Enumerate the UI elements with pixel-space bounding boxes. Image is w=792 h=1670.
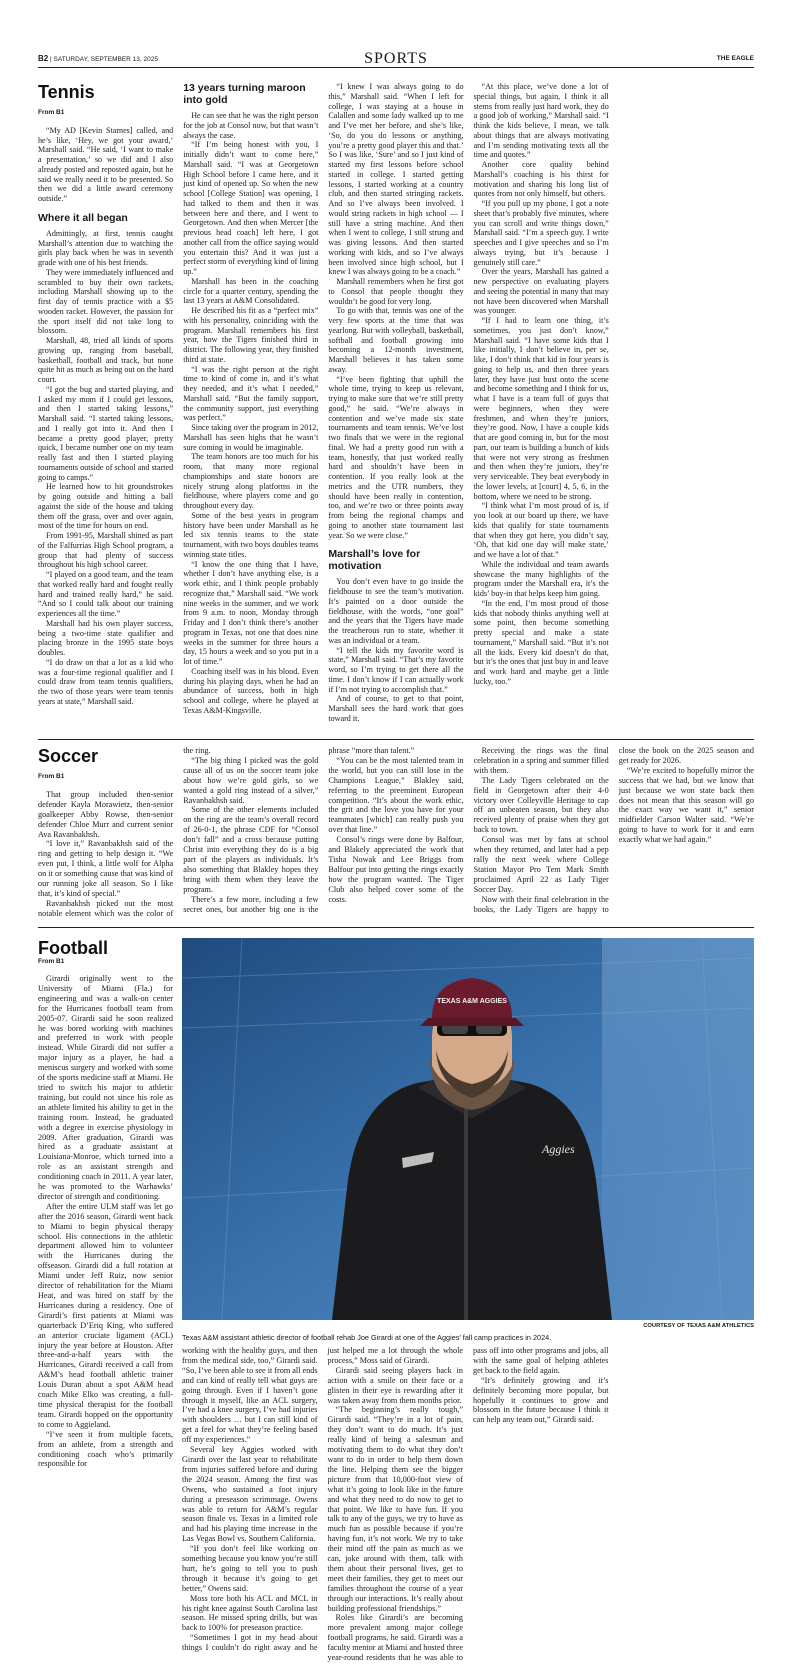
page-number: B2 <box>38 54 49 63</box>
paragraph: Marshall has been in the coaching circle for a quarter century, spending the last 13 years at A&M Consolidated. <box>183 276 319 306</box>
paragraph: “It’s definitely growing and it’s definitely becoming more popular, but hopefully it continues to grow and blossom in the future because I think it can help any team out,” Girardi said. <box>473 1375 609 1425</box>
soccer-jump: From B1 <box>38 773 65 780</box>
paragraph: Receiving the rings was the final celebration in a spring and summer filled with them. <box>473 746 609 775</box>
paragraph: And of course, to get to that point, Marshall sees the hard work that goes toward it. <box>328 694 464 723</box>
paragraph: “We’re excited to hopefully mirror the success that we had, but we know that just because we won state back then does not mean that this season will go the exact way we want it,” senior midfielder Carson Walter said. “We’re going to have to work for it and earn exactly what we had again.” <box>618 765 754 845</box>
jacket-text: Aggies <box>542 1142 575 1156</box>
football-article <box>38 938 754 1663</box>
paper-name: THE EAGLE <box>716 55 754 62</box>
paragraph: Now with their final celebration in the books, the Lady Tigers are happy to close the book on the 2025 season and get ready for 2026. <box>473 746 754 914</box>
paragraph: From 1991-95, Marshall shined as part of the Falfurrias High School program, a group that had plenty of success throughout his high school career. <box>38 531 174 570</box>
paragraph: He described his fit as a “perfect mix” with his personality, coinciding with the program. Marshall remembers his first year, how the Tigers finished third in district. The following year, they finished third at state. <box>183 306 319 364</box>
paragraph: “I do draw on that a lot as a kid who was a four-time regional qualifier and I could draw from team tennis qualifiers, the two of those years were team tennis years at state,” Marshall said. <box>38 657 174 706</box>
soccer-article <box>38 746 754 928</box>
paragraph: Some of the best years in program history have been under Marshall as he led six tennis teams to the state tournament, with two boys doubles teams winning state titles. <box>183 510 319 559</box>
paragraph: Consol was met by fans at school when they returned, and later had a pep rally the next week where College Station Mayor Pro Tem Mark Smith proclaimed April 22 as Lady Tiger Soccer Day. <box>473 835 609 894</box>
paragraph: Marshall, 48, tried all kinds of sports growing up, ranging from baseball, basketball, football and track, but none quite hit as much as being out on the hard court. <box>38 336 174 384</box>
paragraph: “I got the bug and started playing, and I asked my mom if I could get lessons, and then I started taking lessons,” Marshall said. “I started taking lessons, and I really got into it. And then I became a pretty good player, pretty quick, I became number one on my team really fast and then I started playing tournaments outside of school and started going to camps.” <box>38 384 174 482</box>
paragraph: “I know the one thing that I have, whether I don’t have anything else, is a work ethic, and I think people probably recognize that,” Marshall said. “We work nine weeks in the summer, and we work from 9 a.m. to noon, Monday through Friday and I don’t think there’s another program in Texas, not one that does nine weeks in the summer for three hours a day, 15 hours a week and so you put in a lot of time.” <box>183 559 319 666</box>
paragraph: “I was the right person at the right time to kind of come in, and it’s what they needed, and it’s what I needed,” Marshall said. “But the family support, the community support, just everything was perfect.” <box>183 364 319 423</box>
subhead: Where it all began <box>38 211 128 224</box>
paragraph: Admittingly, at first, tennis caught Marshall’s attention due to watching the girls play back when he was in seventh grade with one of his best friends. <box>38 228 174 267</box>
paragraph: Moss tore both his ACL and MCL in his right knee against South Carolina last season. He missed spring drills, but was back to 100% for preseason practice. <box>182 1593 318 1633</box>
paragraph: “I knew I was always going to do this,” Marshall said. “When I left for college, I was staying at a house in Calallen and some lady walked up to me and I’ve met her before, and she’s like, ‘So, do you do lessons or anything, you’re a pretty good player this and that.’ So I was like, ‘Sure’ and so I just kind of started my first lessons before school started in college. I started getting lessons, I started working at a country club, and then started stringing rackets. And so I’ve always been involved. I would string rackets in high school — I still have a string machine. And then when I went to college, I still strung and was giving lessons. And then started working with kids, and so I’ve always been involved since high school, but I knew I was always going to be a coach.” <box>328 82 464 277</box>
page-info: B2 | SATURDAY, SEPTEMBER 13, 2025 <box>38 54 158 63</box>
paragraph: “I think what I’m most proud of is, if you look at our board up there, we have kids that qualify for state tournaments that when they got here, you didn’t say, ‘Oh, that kid one day will make state,’ and we have a lot of that.” <box>473 501 609 559</box>
coach-photo <box>182 938 754 1320</box>
paragraph: Some of the other elements included on the ring are the team’s overall record of 26-0-1, the phrase CDF for “Consol don’t fall” and a cross because putting Christ into everything they do is a big part of the players as individuals. It’s also something that Blakley hopes they bring with them when they leave the program. <box>183 805 319 894</box>
section-name: SPORTS <box>364 50 428 67</box>
paragraph: “I love it,” Ravanbakhsh said of the ring and getting to help design it. “We even put, I think, a little wolf for Alpha on it or something cause that was kind of our running joke all season. So I like that, it’s kind of special.” <box>38 839 174 898</box>
paragraph: The team honors are too much for his room, that many more regional championships and state honors are nicely strung along platforms in the fieldhouse, where players come and go throughout every day. <box>183 452 319 510</box>
paragraph: Over the years, Marshall has gained a new perspective on evaluating players and seeing the potential in many that may not have been discovered when Marshall was younger. <box>473 267 609 316</box>
paragraph: “If I’m being honest with you, I initially didn’t want to come here,” Marshall said. “I was at Georgetown High School before I came here, and it just kind of opened up. So when the new school [College Station] was opening, I had talked to them and then it was between here and there, and I went to Georgetown. And then when Mercer [the previous head coach] left here, I got another call from the office saying would you entertain this? And it was just a perfect storm of everything kind of lining up.” <box>183 140 319 276</box>
paragraph: “I’ve been fighting that uphill the whole time, trying to keep us relevant, trying to make sure that we’re still pretty good,” he said. “We’re always in contention and we’ve made six state tournaments and team tennis. We’ve lost two finals that we were in the regional final. We had a pretty good run with a team, honestly, that just worked really hard and shouldn’t have been in contention. If you really look at the metrics and the UTR numbers, they should have been really in contention, too, and we’re two or three points away from being the regional champs and going to another state tournament last year. So we were close.” <box>328 374 464 540</box>
paragraph: Roles like Girardi’s are becoming more prevalent among major college football programs, he said. Girardi was a faculty mentor at Miami and hosted three year-round residents that he was able to pass off into other programs and jobs, all with the same goal of helping athletes get back to the field again. <box>327 1346 609 1663</box>
paragraph: That group included then-senior defender Kayla Morawietz, then-senior goalkeeper Abby Rowse, then-senior defender Chloe Murr and current senior Ava Ravanbakhsh. <box>38 789 174 839</box>
photo-caption: Texas A&M assistant athletic director of football rehab Joe Girardi at one of the Aggies’ fall camp practices in 2024. <box>182 1333 552 1342</box>
paragraph: He can see that he was the right person for the job at Consol now, but that wasn’t always the case. <box>183 111 319 140</box>
paragraph: There’s a few more, including a few secret ones, but another big one is the phrase “more than talent.” <box>183 746 415 914</box>
football-left-column <box>38 974 173 1469</box>
paragraph: You don’t even have to go inside the fieldhouse to see the team’s motivation. It’s painted on a door outside the fieldhouse, with the words, “one goal” and the years that the Tigers have made the treacherous run to state, whether it was an individual or a team. <box>328 577 464 645</box>
masthead <box>38 52 754 68</box>
paragraph: Girardi said seeing players back in action with a smile on their face or a glisten in their eye is rewarding after it was taken away from them months prior. <box>327 1365 463 1405</box>
subhead: 13 years turning maroon into gold <box>183 82 306 106</box>
paragraph: While the individual and team awards showcase the many highlights of the program under the Marshall era, it’s the kids’ buy-in that helps keep him going. <box>473 559 609 598</box>
paragraph: “I played on a good team, and the team that worked really hard and fought really hard and trained really hard,” he said. “And so I could talk about our training experiences all the time.” <box>38 570 174 618</box>
paragraph: Coaching itself was in his blood. Even during his playing days, when he had an abundance of success, both in high school and college, where he played at Texas A&M-Kingsville. <box>183 666 319 715</box>
photo-credit: COURTESY OF TEXAS A&M ATHLETICS <box>643 1323 754 1329</box>
paragraph: Ravanbakhsh picked out the most notable element which was the color of the ring. <box>38 746 211 918</box>
issue-date: SATURDAY, SEPTEMBER 13, 2025 <box>53 56 158 63</box>
soccer-title: Soccer <box>38 746 99 766</box>
tennis-body <box>38 82 754 730</box>
paragraph: They were immediately influenced and scrambled to buy their own rackets, including Marshall showing up to the first day of tennis practice with a $5 wooden racket. However, the passion for the sport itself did not take long to blossom. <box>38 267 174 336</box>
soccer-body <box>38 746 754 920</box>
paragraph: Marshall remembers when he first got to Consol that people thought they wouldn’t be good for very long. <box>328 277 464 306</box>
paragraph: “If I had to learn one thing, it’s sometimes, you just don’t know,” Marshall said. “I have some kids that I like initially, I don’t believe in, per se, like, I don’t think that kid in four years is going to help us, and then three years later, they have just bust onto the scene and become something and I think for us, what I have is a team full of guys that were beginners, when they were freshmen, and when they’re juniors, they’re good. Now, I have a couple kids that are good coming in, but for the most part, our team is building a bunch of kids that were not very strong as freshmen and then when they’re juniors, they’re very serviceable. They beat everybody in the lower levels, at [court] 4, 5, 6, in the bottom, where we need to be strong. <box>473 316 609 501</box>
paragraph: “My AD [Kevin Starnes] called, and he’s like, ‘Hey, we got your award,’ Marshall said. “He said, ‘I want to make a presentation,’ so we did and I also already posted and reposted again, but he said we really need it to be presented. So then we did a little award ceremony outside.” <box>38 125 174 203</box>
paragraph: Another core quality behind Marshall’s coaching is his thirst for motivation and sharing his long list of quotes from not only himself, but others. <box>473 160 609 199</box>
football-body <box>182 1346 754 1670</box>
paragraph: To go with that, tennis was one of the very few sports at the time that was yearlong. But with volleyball, basketball, softball and football growing into becoming a 12-month investment, Marshall believes it has taken some away. <box>328 306 464 374</box>
tennis-article <box>38 82 754 740</box>
paragraph: “The beginning’s really tough,” Girardi said. “They’re in a lot of pain, they don’t want to do much. It’s just really kind of being a salesman and motivating them to do what they don’t want to do in order to help them down the line. Helping them see the bigger picture from that 10,000-foot view of what it’s going to look like in the future and what they need to do now to get to that point. We like to have fun. If you talk to any of the guys, we try to have as much fun as possible because if you’re having fun, it’s not work. We try to take their mind off the pain as much as we can, joke around with them, talk with them about their personal lives, get to meet their families, they get to meet our families throughout the course of a year through our interactions. It’s really about building professional friendships.” <box>327 1405 463 1613</box>
paragraph: Several key Aggies worked with Girardi over the last year to rehabilitate from injuries suffered before and during the 2024 season. Among the first was Owens, who sustained a foot injury during a preseason scrimmage. Owens was able to return for A&M’s regular season finale vs. Texas in a limited role and had his playing time increase in the Las Vegas Bowl vs. Southern California. <box>182 1445 318 1544</box>
paragraph: “You can be the most talented team in the world, but you can still lose in the Champions League,” Blakley said, referring to the preeminent European competition. “It’s about the work ethic, the grit and the love you have for your teammates [which] can really push you over that line.” <box>328 755 464 835</box>
cap-text: TEXAS A&M AGGIES <box>437 998 507 1005</box>
tennis-jump: From B1 <box>38 109 65 116</box>
paragraph: “I’ve seen it from multiple facets, from an athlete, from a strength and conditioning coach who’s primarily responsible for <box>38 1429 173 1469</box>
paragraph: Marshall had his own player success, being a two-time state qualifier and placing bronze in the 1995 state boys doubles. <box>38 618 174 657</box>
paragraph: working with the healthy guys, and then from the medical side, too,” Girardi said. “So, I’ve been able to see it from all ends and can kind of really tell what guys are going through. Even if I haven’t gone through it myself, like an ACL surgery, I’ve had a knee surgery, I’ve had injuries with shoulders … but I can still kind of get a feel for what they’re feeling based off my experiences.” <box>182 1346 318 1445</box>
paragraph: The Lady Tigers celebrated on the field in Georgetown after their 4-0 victory over Colleyville Heritage to cap off an unbeaten season, but they also received plenty of praise when they got back to town. <box>473 775 609 835</box>
paragraph: Consol’s rings were done by Balfour, and Blakely appreciated the work that Tisha Nowak and Lee Briggs from Balfour put into getting the rings exactly how the program wanted. The Tiger Club also helped cover some of the costs. <box>328 835 464 904</box>
paragraph: “The big thing I picked was the gold cause all of us on the soccer team joke about how we’re gold girls, so we wanted a gold ring instead of a silver,” Ravanbakhsh said. <box>183 755 319 805</box>
paragraph: “If you don’t feel like working on something because you know you’re still hurt, he’s going to tell you to push through it because it’s going to get better,” Owens said. <box>182 1544 318 1593</box>
paragraph: “Sometimes I got in my head about things I couldn’t do right away and he just helped me a lot through the whole process,” Moss said of Girardi. <box>182 1346 463 1653</box>
football-jump: From B1 <box>38 958 65 965</box>
paragraph: “At this place, we’ve done a lot of special things, but again, I think it all stems from really just hard work, they do a good job of working,” Marshall said. “I think the kids believe, I mean, we talk about things that are always motivating and I’m sending motivating texts all the time and quotes.” <box>473 82 609 160</box>
paragraph: Since taking over the program in 2012, Marshall has seen highs that he wasn’t sure coming in would be imaginable. <box>183 423 319 452</box>
paragraph: After the entire ULM staff was let go after the 2016 season, Girardi went back to Miami to begin physical therapy school. His connections in the athletic department allowed him to volunteer with the Hurricanes during the offseason. Girardi did a full rotation at Miami under Jeff Ruiz, now senior director of rehabilitation for the Miami Heat, and was hired on staff by the Hurricanes during a residency. One of Girardi’s first patients at Miami was quarterback D’Eriq King, who suffered an anterior cruciate ligament (ACL) injury the year before at Houston. After three-and-a-half years with the Hurricanes, Girardi received a call from A&M’s head football athletic trainer Louis Duran about a spot A&M head coach Mike Elko was creating, a full-time physical therapist for the football team. Girardi hopped on the opportunity to come to Aggieland. <box>38 1201 173 1429</box>
paragraph: He learned how to hit groundstrokes by going outside and hitting a ball against the side of the house and taking them off the grass, over and over again, most of the time for hours on end. <box>38 482 174 531</box>
subhead: Marshall’s love for motivation <box>328 548 421 573</box>
paragraph: “In the end, I’m most proud of those kids that nobody thinks anything well at some point, then become something pretty special and make a state tournament,” Marshall said. “But it’s not all the kids. Every kid doesn’t do that, but it’s the ones that just buy in and leave and work hard and maybe get a little lucky, too.” <box>473 598 609 686</box>
tennis-title: Tennis <box>38 82 95 102</box>
football-title: Football <box>38 938 108 958</box>
paragraph: Girardi originally went to the University of Miami (Fla.) for engineering and was a walk-on center for the Hurricanes football team from 2005-07. Girardi said he soon realized he was bored working with machines and preferred to work with people instead. While Girardi did not suffer a major injury as a player, he had a meniscus surgery and worked with some of the sports medicine staff at Miami. He tried to switch his major to athletic training, but could not since his role as an athlete limited his ability to get in the training room. Instead, he graduated with a degree in exercise physiology in 2009. After graduation, Girardi was hired as a graduate assistant at Louisiana-Monroe, which turned into a role as an assistant strength and conditioning coach in 2011. A year later, he was promoted to the Warhawks’ director of strength and conditioning. <box>38 974 173 1201</box>
paragraph: “If you pull up my phone, I got a note sheet that’s probably five minutes, where you can scroll and write things down,” Marshall said. “I’m a speech guy. I write speeches and I give speeches and so I’m always trying, but it’s because I genuinely still care.” <box>473 199 609 267</box>
paragraph: “I tell the kids my favorite word is state,” Marshall said. “That’s my favorite word, so I’m trying to get there all the time. I don’t know if I can actually work if I’m not trying to accomplish that.” <box>328 645 464 694</box>
